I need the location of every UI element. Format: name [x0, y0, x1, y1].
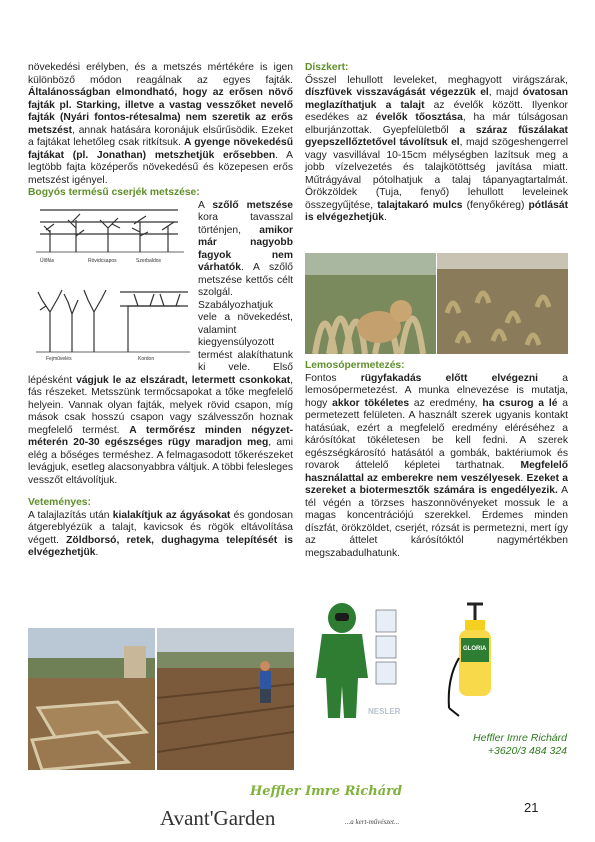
brand-mark: NESLER — [368, 707, 401, 716]
sprayer-brand: GLORIA — [463, 646, 487, 652]
sprayer-image — [445, 598, 505, 722]
bold-run: Zöldborsó, retek, dughagyma telepítését is elvégezhetjük — [28, 534, 293, 558]
section-heading-bogyos: Bogyós termésű cserjék metszése: — [28, 187, 200, 198]
bold-run: amikor már nagyobb fagyok nem várhatók — [198, 224, 293, 273]
bold-run: Általánosságban elmondható, hogy az erősen növő fajták pl. Starking, illetve a vastag vesszőket nevelő fajták (Nyári fontos-rétesalma) nem szeretik az erős metszést — [28, 87, 293, 136]
diagram-label: Kordon — [138, 355, 155, 362]
text-run: az eredmény, — [409, 397, 483, 409]
bold-run: ha csurog a lé — [482, 397, 558, 409]
author-phone: +3620/3 484 324 — [487, 745, 567, 757]
bold-run: vágjuk le az elszáradt, letermett csonkokat — [76, 374, 291, 386]
ornamental-grass-dog-photo — [305, 253, 436, 354]
diagram-label: Szerbaldos — [136, 257, 162, 264]
diagram-label: Rövidcsapos — [88, 257, 117, 264]
text-run: az évelők között. Ilyenkor esedékes az — [305, 99, 568, 123]
text-run: Fontos — [305, 372, 361, 384]
text-run: , ha már túlságosan elburjánzottak. Gyepfelületből — [305, 112, 568, 136]
magazine-logo: Avant'Garden — [160, 806, 276, 830]
diagram-label: Ülőfás — [40, 257, 55, 264]
text-run: kora tavasszal történjen, — [198, 212, 293, 236]
text-run: . A szőlő metszése kettős célt szolgál. Szabályozhatjuk vele a növekedést, valamint kiegyensúlyozott termést alakíthatunk ki vele. Első lépésként — [28, 262, 293, 386]
text-run: A tél végén a törzses haszonnövényeket mossuk le a magas koncentrációjú szerekkel. Érdemes minden díszfát, örökzöldet, cserjét, rózsát is permetezni, mert így az áttelet kárósítóktól nagymértékben megszabadulhatunk. — [305, 485, 568, 559]
protective-suit-image — [308, 598, 408, 726]
text-run: , majd — [488, 87, 523, 98]
apple-pruning-paragraph — [28, 62, 293, 187]
text-run: (fenyőkéreg) — [462, 199, 529, 211]
bold-run: talajtakaró mulcs — [377, 199, 463, 211]
text-run: A — [198, 199, 213, 211]
grape-diagram-svg — [28, 202, 194, 362]
vegetable-garden-paragraph — [28, 510, 293, 560]
text-run: . — [383, 212, 387, 223]
text-run: a permetezett felületen. A használt szerek ugyanis kontakt hatásúak, ezért a megfelelő eredmény eléréséhez a kárósítókat tökéletesen be kell fedni. A szerek egészségkárosító hatásától a gombák, baktériumok és rovarok áttelelő képletei tarthatnak. — [305, 397, 568, 471]
raised-beds-photo — [28, 628, 155, 770]
text-run: és gondosan átgereblyézük a talajt, kavicsok és rögök eltávolítása végett. — [28, 509, 293, 546]
right-column-top — [305, 62, 568, 225]
grape-training-diagram — [28, 202, 194, 362]
grass-bed-photo — [437, 253, 568, 354]
bold-run: akkor tökéletes — [332, 397, 410, 409]
text-run: Ősszel lehullott leveleket, meghagyott virágszárak, — [305, 74, 568, 86]
text-run: , ami elég a bőséges terméshez. A felmagasodott tőkerészeket levágjuk, esetleg alacsonyabbra váltjuk. A többi felesleges vesszőt eltávolítjuk. — [28, 437, 293, 486]
text-run: , majd szögeshengerrel vagy vasvillával 10-15cm mélységben lazítsuk meg a jobb vízelvezetés és talajkötöttség javítása miatt. Műtrágyával pótolhatjuk a talaj tápanyagtartalmát. Örökzöldek (Tuja, fenyő) lehullott leveleinek összegyűjtése, — [305, 137, 568, 211]
bold-run: a száraz fűszálakat gyepszellőztetővel távolítsuk el — [305, 124, 568, 148]
ornamental-garden-paragraph — [305, 75, 568, 225]
text-run: , fás részeket. Metsszünk termőcsapokat a tőke megfelelő helyein. Vannak olyan fajták, melyek rövid csapon, míg mások csak hosszú csapon vagy szálvesszőn hoznak megfelelő termést. — [28, 374, 293, 436]
diagram-label: Fejművelés — [46, 355, 72, 362]
text-run: . — [95, 547, 99, 558]
bold-run: A gyenge növekedésű fajtákat (pl. Jonathan) metszhetjük erősebben — [28, 137, 293, 161]
bold-run: A termőrész minden négyzet-méterén 20-30 egészséges rügy maradjon meg — [28, 424, 294, 448]
left-column — [28, 62, 293, 560]
text-run: a lemosópermetezést. A munka elnevezése is mutatja, hogy — [305, 372, 568, 409]
text-run: A talajlazítás után — [28, 509, 113, 521]
tilled-garden-photo — [157, 628, 294, 770]
text-run: . — [520, 472, 527, 484]
bold-run: rügyfakadás előtt elvégezni — [360, 372, 539, 384]
author-credit — [473, 732, 567, 758]
section-heading-diszkert: Díszkert: — [305, 62, 349, 73]
text-run: növekedési erélyben, és a metszés mértékére is igen különböző módon reagálnak az egyes fajták. — [28, 62, 293, 86]
bold-run: Megfelelő használattal az emberekre nem veszélyesek — [305, 460, 568, 484]
magazine-tagline: ...a kert-művészet... — [345, 818, 400, 826]
section-heading-lemoso: Lemosópermetezés: — [305, 360, 405, 371]
bold-run: Ezeket a szereket a biotermesztők számára is engedélyezik. — [305, 472, 568, 496]
right-column-bottom — [305, 360, 568, 560]
bold-run: szőlő metszése — [212, 199, 293, 211]
bold-run: kialakítjuk az ágyásokat — [112, 509, 231, 521]
bold-run: évelők tőosztása — [375, 112, 463, 123]
text-run: . A legtöbb fajta középerős növekedésű és közepesen erős metszést igényel. — [28, 149, 293, 186]
footer-author-script: Heffler Imre Richárd — [250, 784, 403, 799]
text-run: , annak hatására koronájuk elsűrűsödik. Ezeket a fajtákat lehetőleg csak ritkítsuk. — [28, 124, 293, 148]
page-number: 21 — [524, 800, 539, 815]
author-name: Heffler Imre Richárd — [473, 732, 567, 744]
bold-run: pótlását is elvégezhetjük — [305, 199, 568, 223]
dormant-spray-paragraph — [305, 373, 568, 561]
section-heading-vetemenyes: Veteményes: — [28, 497, 91, 508]
bold-run: díszfüvek visszavágását végezzük el — [305, 87, 489, 98]
bold-run: óvatosan meglazíthatjuk a talajt — [305, 87, 568, 111]
